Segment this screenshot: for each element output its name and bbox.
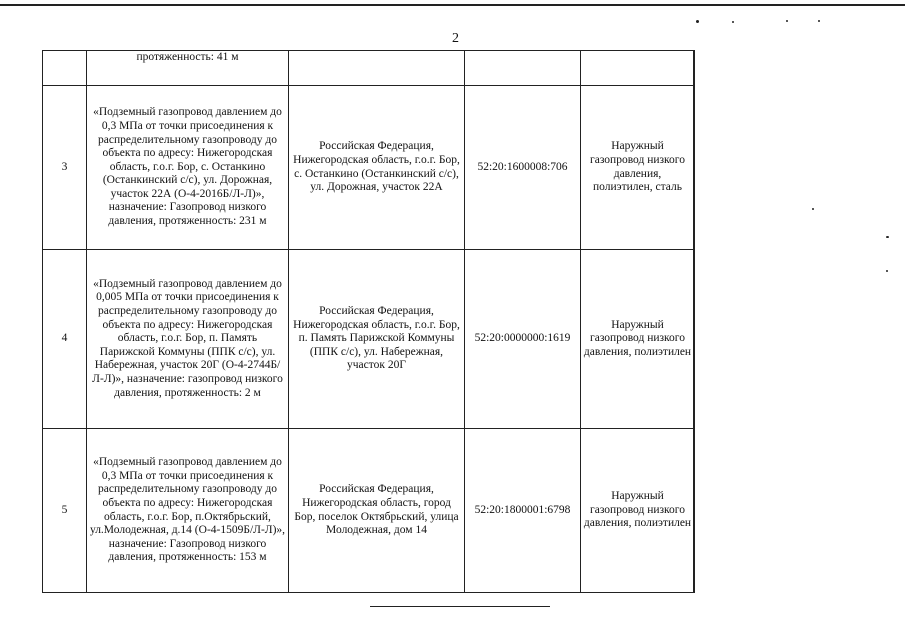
object-description: «Подземный газопровод давлением до 0,3 МПа от точки присоединения к распределительному газопроводу до объекта по адресу: Нижегородская область, г.о.г. Бор, с. Останкино (Останкинский с/с), ул. Дорожная, участок 22А (О-4-2016Б/Л-Л)», назначение: Газопровод низкого давления, протяженность: 231 м	[87, 86, 289, 250]
scan-speck	[786, 20, 788, 22]
row-number	[43, 51, 87, 86]
cadastral-number: 52:20:1600008:706	[465, 86, 581, 250]
cadastral-number: 52:20:1800001:6798	[465, 429, 581, 593]
bottom-rule	[370, 606, 550, 607]
row-number: 3	[43, 86, 87, 250]
table-right-border	[693, 50, 694, 592]
object-address: Российская Федерация, Нижегородская область, г.о.г. Бор, п. Память Парижской Коммуны (ППК с/с), ул. Набережная, участок 20Г	[289, 250, 465, 429]
scan-speck	[732, 21, 734, 23]
cadastral-number: 52:20:0000000:1619	[465, 250, 581, 429]
table-row	[43, 250, 695, 429]
object-address: Российская Федерация, Нижегородская область, г.о.г. Бор, с. Останкино (Останкинский с/с), ул. Дорожная, участок 22А	[289, 86, 465, 250]
object-description: «Подземный газопровод давлением до 0,005 МПа от точки присоединения к распределительному газопроводу до объекта по адресу: Нижегородская область, г.о.г. Бор, п. Память Парижской Коммуны (ППК с/с), ул. Набережная, участок 20Г (О-4-2744Б/Л-Л)», назначение: газопровод низкого давления, протяженность: 2 м	[87, 250, 289, 429]
objects-table	[42, 50, 695, 593]
object-type: Наружный газопровод низкого давления, полиэтилен	[581, 250, 695, 429]
object-type	[581, 51, 695, 86]
table-row	[43, 429, 695, 593]
scan-speck	[812, 208, 814, 210]
cadastral-number	[465, 51, 581, 86]
object-address	[289, 51, 465, 86]
object-type: Наружный газопровод низкого давления, полиэтилен, сталь	[581, 86, 695, 250]
page-number: 2	[452, 31, 459, 46]
table-row	[43, 51, 695, 86]
scan-speck	[818, 20, 820, 22]
row-number: 5	[43, 429, 87, 593]
row-number: 4	[43, 250, 87, 429]
object-address: Российская Федерация, Нижегородская область, город Бор, поселок Октябрьский, улица Молодежная, дом 14	[289, 429, 465, 593]
scan-speck	[886, 236, 889, 238]
object-type: Наружный газопровод низкого давления, полиэтилен	[581, 429, 695, 593]
object-description: протяженность: 41 м	[87, 51, 289, 86]
top-border-line	[0, 4, 905, 6]
object-description: «Подземный газопровод давлением до 0,3 МПа от точки присоединения к распределительному газопроводу до объекта по адресу: Нижегородская область, г.о.г. Бор, п.Октябрьский, ул.Молодежная, д.14 (О-4-1509Б/Л-Л)», назначение: Газопровод низкого давления, протяженность: 153 м	[87, 429, 289, 593]
table-row	[43, 86, 695, 250]
scan-speck	[696, 20, 699, 23]
scan-speck	[886, 270, 888, 272]
